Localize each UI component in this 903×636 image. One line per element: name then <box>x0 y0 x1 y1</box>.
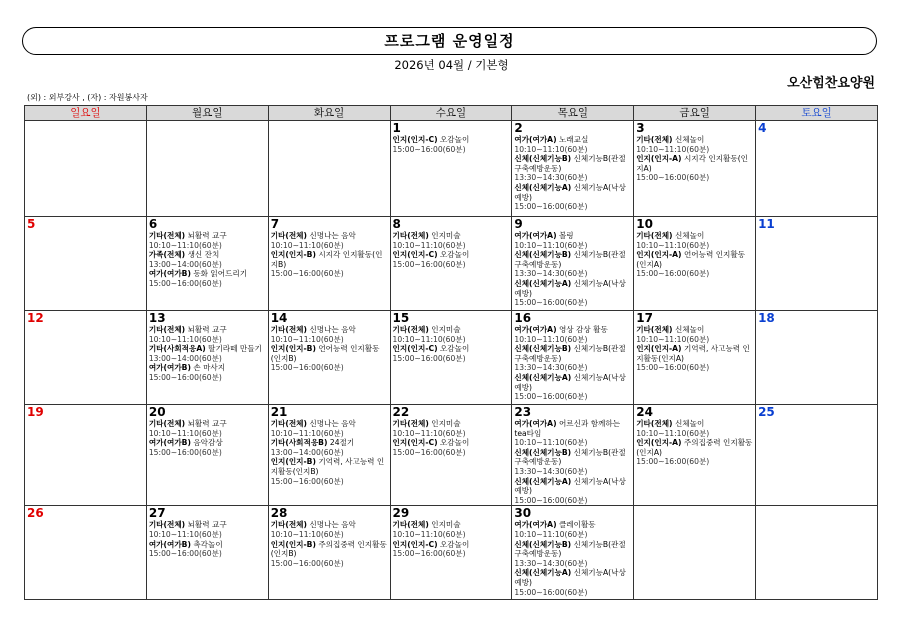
program-time: 15:00~16:00(60분) <box>148 447 222 457</box>
program-category: 인지(인지-B) <box>270 457 316 467</box>
program-name: 신명나는 음악 <box>309 325 356 334</box>
day-cell <box>146 121 268 217</box>
page-subtitle: 2026년 04월 / 기본형 <box>394 58 509 72</box>
program-entry <box>636 250 754 279</box>
program-entry <box>393 344 511 363</box>
day-cell <box>512 217 634 311</box>
program-category: 기타(전체) <box>148 231 186 240</box>
day-number: 12 <box>27 311 44 325</box>
day-cell <box>512 506 634 600</box>
program-category: 여가(여가B) <box>148 269 191 279</box>
day-cell <box>146 311 268 405</box>
day-number: 10 <box>636 217 653 231</box>
program-time: 10:10~11:10(60분) <box>514 334 588 344</box>
program-category: 여가(여가A) <box>514 419 557 428</box>
program-category: 인지(인지-C) <box>392 344 438 354</box>
program-category: 인지(인지-C) <box>392 135 438 144</box>
program-category: 신체(신체기능B) <box>514 154 572 164</box>
program-entry <box>514 154 632 183</box>
program-time: 10:10~11:10(60분) <box>514 529 588 539</box>
program-time: 13:30~14:30(60분) <box>514 173 588 183</box>
program-time: 10:10~11:10(60분) <box>270 529 344 539</box>
day-number: 17 <box>636 311 653 325</box>
program-name: 신체기능A(낙상예방) <box>514 476 626 496</box>
program-time: 10:10~11:10(60분) <box>148 334 222 344</box>
program-entry <box>271 344 389 373</box>
program-time: 15:00~16:00(60분) <box>392 259 466 269</box>
program-time: 15:00~16:00(60분) <box>514 298 588 308</box>
program-entry <box>271 457 389 486</box>
program-category: 기타(전체) <box>636 325 673 334</box>
program-time: 10:10~11:10(60분) <box>270 334 344 344</box>
day-number: 7 <box>270 217 280 231</box>
program-category: 기타(전체) <box>148 520 186 530</box>
program-name: 언어능력 인지활동(인지A) <box>636 250 746 269</box>
program-name: 오감놀이 <box>439 438 470 448</box>
day-cell <box>25 121 147 217</box>
program-entry <box>149 438 267 457</box>
program-entry <box>271 250 389 279</box>
program-category: 여가(여가B) <box>148 539 191 549</box>
program-name: 신체기능B(관절구축예방운동) <box>514 250 626 269</box>
program-category: 여가(여가A) <box>514 325 557 334</box>
program-entry <box>149 325 267 344</box>
program-entry <box>514 540 632 569</box>
day-number: 14 <box>270 311 288 325</box>
program-entry <box>514 135 632 154</box>
program-entry <box>149 231 267 250</box>
day-cell <box>634 217 756 311</box>
day-number: 16 <box>514 311 532 325</box>
title-banner <box>22 27 877 55</box>
program-entry <box>514 419 632 448</box>
program-category: 여가(여가B) <box>148 363 191 373</box>
day-cell <box>512 121 634 217</box>
program-time: 15:00~16:00(60분) <box>392 549 466 559</box>
program-name: 주의집중력 인지활동(인지B) <box>270 539 387 559</box>
program-name: 오감놀이 <box>439 250 470 260</box>
program-category: 인지(인지-B) <box>270 344 316 354</box>
program-time: 10:10~11:10(60분) <box>636 334 710 344</box>
program-category: 인지(인지-A) <box>636 344 682 354</box>
program-entry <box>636 325 754 344</box>
program-time: 10:10~11:10(60분) <box>392 428 466 438</box>
program-name: 뇌활력 교구 <box>187 231 227 240</box>
program-time: 15:00~16:00(60분) <box>636 457 710 467</box>
program-time: 15:00~16:00(60분) <box>392 353 466 363</box>
program-time: 15:00~16:00(60분) <box>514 587 588 597</box>
program-entry <box>514 448 632 477</box>
program-name: 인지미술 <box>431 419 461 428</box>
day-number: 11 <box>758 217 775 231</box>
day-cell <box>390 506 512 600</box>
day-cell <box>390 217 512 311</box>
day-number: 9 <box>514 217 523 231</box>
program-entry <box>514 520 632 539</box>
program-time: 15:00~16:00(60분) <box>270 558 344 568</box>
day-cell <box>390 405 512 506</box>
program-name: 어르신과 함께하는 tea타임 <box>514 419 621 438</box>
day-cell <box>634 405 756 506</box>
program-name: 신체기능A(낙상예방) <box>514 278 626 298</box>
program-entry <box>271 438 389 457</box>
program-name: 기억력, 사고능력 인지활동(인지B) <box>270 457 385 476</box>
program-name: 신체기능B(관절구축예방운동) <box>514 344 626 363</box>
day-cell <box>634 121 756 217</box>
page-title: 프로그램 운영일정 <box>384 32 515 50</box>
day-cell <box>146 405 268 506</box>
program-entry <box>514 183 632 212</box>
program-name: 손 마사지 <box>193 363 226 373</box>
day-number: 24 <box>636 405 653 419</box>
program-entry <box>393 231 511 250</box>
day-number: 23 <box>514 405 532 419</box>
program-name: 신체기능B(관절구축예방운동) <box>514 539 626 559</box>
program-name: 음악감상 <box>193 438 223 448</box>
program-time: 15:00~16:00(60분) <box>270 363 344 373</box>
program-entry <box>271 540 389 569</box>
program-name: 오감놀이 <box>439 344 470 354</box>
weekday-header-sun: 일요일 <box>25 106 147 121</box>
program-name: 24절기 <box>329 438 355 448</box>
program-entry <box>514 568 632 597</box>
program-entry <box>271 520 389 539</box>
program-category: 여가(여가A) <box>514 231 557 240</box>
program-time: 13:00~14:00(60분) <box>270 447 344 457</box>
day-number: 2 <box>514 121 523 135</box>
program-entry <box>514 231 632 250</box>
calendar-body <box>25 121 878 600</box>
program-entry <box>271 325 389 344</box>
program-entry <box>393 419 511 438</box>
day-number: 18 <box>758 311 775 325</box>
program-category: 인지(인지-C) <box>392 539 438 549</box>
program-entry <box>636 154 754 183</box>
program-category: 여가(여가A) <box>514 520 557 530</box>
program-entry <box>393 325 511 344</box>
program-time: 13:30~14:30(60분) <box>514 269 588 279</box>
program-time: 10:10~11:10(60분) <box>392 529 466 539</box>
program-name: 신체놀이 <box>674 231 705 240</box>
program-category: 기타(전체) <box>270 325 307 334</box>
program-entry <box>636 231 754 250</box>
day-number: 20 <box>148 405 166 419</box>
program-category: 인지(인지-C) <box>392 438 438 448</box>
day-cell <box>756 506 878 600</box>
day-number: 27 <box>148 506 166 521</box>
program-category: 신체(신체기능A) <box>514 476 572 486</box>
program-category: 인지(인지-B) <box>270 539 316 549</box>
program-name: 시지각 인지활동(인지A) <box>636 154 749 173</box>
program-time: 10:10~11:10(60분) <box>636 240 710 250</box>
day-number: 13 <box>148 311 166 325</box>
program-category: 기타(전체) <box>636 135 673 144</box>
program-name: 볼링 <box>558 231 574 240</box>
program-name: 신명나는 음악 <box>309 419 356 428</box>
day-number: 6 <box>148 217 158 231</box>
program-name: 언어능력 인지활동(인지B) <box>270 344 380 363</box>
program-category: 신체(신체기능B) <box>514 344 572 354</box>
day-number: 1 <box>392 121 401 135</box>
program-entry <box>636 438 754 467</box>
program-entry <box>514 477 632 506</box>
week-row <box>25 121 878 217</box>
program-name: 오감놀이 <box>439 539 470 549</box>
day-cell <box>512 311 634 405</box>
program-entry <box>636 419 754 438</box>
day-cell <box>634 506 756 600</box>
day-number: 22 <box>392 405 410 419</box>
program-category: 신체(신체기능B) <box>514 447 572 457</box>
program-category: 기타(전체) <box>392 231 429 240</box>
day-number: 3 <box>636 121 645 135</box>
program-category: 가족(전체) <box>148 250 186 260</box>
program-category: 인지(인지-B) <box>270 250 316 260</box>
day-cell <box>390 311 512 405</box>
program-time: 15:00~16:00(60분) <box>514 495 588 505</box>
week-row <box>25 405 878 506</box>
program-entry <box>271 231 389 250</box>
program-entry <box>149 520 267 539</box>
program-category: 인지(인지-A) <box>636 438 682 448</box>
program-category: 인지(인지-A) <box>636 250 682 260</box>
program-entry <box>393 540 511 559</box>
program-category: 신체(신체기능A) <box>514 278 572 288</box>
day-cell <box>268 311 390 405</box>
program-entry <box>514 344 632 373</box>
program-category: 신체(신체기능A) <box>514 372 572 382</box>
program-time: 15:00~16:00(60분) <box>514 392 588 402</box>
program-name: 인지미술 <box>431 520 461 530</box>
program-category: 여가(여가A) <box>514 135 557 144</box>
program-entry <box>636 344 754 373</box>
program-category: 기타(전체) <box>636 419 673 428</box>
day-cell <box>25 217 147 311</box>
program-name: 시지각 인지활동(인지B) <box>270 250 383 269</box>
program-entry <box>149 419 267 438</box>
day-cell <box>390 121 512 217</box>
program-name: 기억력, 사고능력 인지활동(인지A) <box>636 344 750 363</box>
day-number: 29 <box>392 506 410 521</box>
program-entry <box>149 540 267 559</box>
day-cell <box>268 405 390 506</box>
program-category: 신체(신체기능B) <box>514 539 572 549</box>
day-cell <box>634 311 756 405</box>
program-name: 영상 감상 활동 <box>558 325 608 334</box>
day-number: 30 <box>514 506 532 521</box>
program-category: 기타(전체) <box>392 419 429 428</box>
program-category: 인지(인지-A) <box>636 154 682 164</box>
program-category: 기타(전체) <box>148 325 186 334</box>
weekday-header-fri: 금요일 <box>634 106 756 121</box>
day-cell <box>756 311 878 405</box>
weekday-header-tue: 화요일 <box>268 106 390 121</box>
program-time: 15:00~16:00(60분) <box>392 447 466 457</box>
program-category: 인지(인지-C) <box>392 250 438 260</box>
program-name: 촉각놀이 <box>193 539 223 549</box>
program-name: 신체기능A(낙상예방) <box>514 568 626 587</box>
program-name: 생신 잔치 <box>187 250 220 260</box>
day-cell <box>25 311 147 405</box>
program-entry <box>393 135 511 154</box>
program-name: 신체놀이 <box>674 135 705 144</box>
day-cell <box>146 506 268 600</box>
program-name: 오감놀이 <box>439 135 470 144</box>
program-time: 15:00~16:00(60분) <box>392 144 466 154</box>
program-time: 10:10~11:10(60분) <box>636 144 710 154</box>
program-category: 기타(전체) <box>392 520 429 530</box>
weekday-header-row <box>25 106 878 121</box>
day-number: 8 <box>392 217 401 231</box>
schedule-calendar <box>24 105 878 600</box>
program-time: 15:00~16:00(60분) <box>148 278 222 288</box>
weekday-header-mon: 월요일 <box>146 106 268 121</box>
program-name: 인지미술 <box>431 325 461 334</box>
weekday-header-sat: 토요일 <box>756 106 878 121</box>
program-name: 주의집중력 인지활동(인지A) <box>636 438 753 457</box>
day-number: 28 <box>270 506 288 521</box>
program-name: 신명나는 음악 <box>309 231 356 240</box>
day-number: 5 <box>27 217 36 231</box>
program-name: 노래교실 <box>558 135 589 144</box>
program-time: 13:00~14:00(60분) <box>148 353 222 363</box>
program-name: 클레이활동 <box>558 520 596 530</box>
day-cell <box>25 405 147 506</box>
weekday-header-thu: 목요일 <box>512 106 634 121</box>
day-cell <box>146 217 268 311</box>
program-entry <box>514 279 632 308</box>
week-row <box>25 311 878 405</box>
program-time: 15:00~16:00(60분) <box>270 269 344 279</box>
program-category: 신체(신체기능A) <box>514 182 572 192</box>
program-entry <box>149 269 267 288</box>
program-entry <box>514 325 632 344</box>
program-time: 10:10~11:10(60분) <box>148 428 222 438</box>
day-cell <box>512 405 634 506</box>
program-name: 인지미술 <box>431 231 461 240</box>
day-number: 15 <box>392 311 410 325</box>
program-entry <box>393 520 511 539</box>
program-time: 13:00~14:00(60분) <box>148 259 222 269</box>
day-cell <box>756 217 878 311</box>
day-number: 21 <box>270 405 288 419</box>
program-time: 10:10~11:10(60분) <box>514 438 588 448</box>
day-cell <box>268 506 390 600</box>
program-name: 신체기능A(낙상예방) <box>514 372 626 392</box>
program-entry <box>271 419 389 438</box>
program-name: 뇌활력 교구 <box>187 419 227 428</box>
program-time: 10:10~11:10(60분) <box>148 529 222 539</box>
program-category: 신체(신체기능A) <box>514 568 572 578</box>
legend-note: (외) : 외부강사 , (자) : 자원봉사자 <box>27 93 148 102</box>
program-category: 신체(신체기능B) <box>514 250 572 260</box>
program-category: 기타(전체) <box>270 419 307 428</box>
program-name: 딸기라떼 만들기 <box>208 344 262 354</box>
day-cell <box>756 405 878 506</box>
weekday-header-wed: 수요일 <box>390 106 512 121</box>
program-entry <box>149 250 267 269</box>
program-time: 10:10~11:10(60분) <box>270 428 344 438</box>
program-time: 10:10~11:10(60분) <box>392 240 466 250</box>
program-category: 기타(전체) <box>270 231 307 240</box>
program-time: 15:00~16:00(60분) <box>636 363 710 373</box>
program-category: 기타(전체) <box>148 419 186 428</box>
day-cell <box>268 121 390 217</box>
organization-name: 오산힘찬요양원 <box>787 76 875 91</box>
program-category: 기타(사회적응A) <box>148 344 206 354</box>
program-time: 15:00~16:00(60분) <box>270 476 344 486</box>
program-entry <box>514 373 632 402</box>
program-time: 13:30~14:30(60분) <box>514 558 588 568</box>
program-time: 10:10~11:10(60분) <box>514 144 588 154</box>
program-time: 15:00~16:00(60분) <box>636 269 710 279</box>
program-entry <box>149 344 267 363</box>
program-time: 15:00~16:00(60분) <box>148 549 222 559</box>
program-name: 뇌활력 교구 <box>187 325 227 334</box>
program-category: 기타(전체) <box>636 231 673 240</box>
program-name: 신체놀이 <box>674 419 705 428</box>
day-number: 4 <box>758 121 767 135</box>
program-time: 10:10~11:10(60분) <box>148 240 222 250</box>
program-category: 여가(여가B) <box>148 438 191 448</box>
program-entry <box>393 438 511 457</box>
program-category: 기타(사회적응B) <box>270 438 328 448</box>
program-name: 신명나는 음악 <box>309 520 356 530</box>
program-name: 동화 읽어드리기 <box>193 269 248 279</box>
program-time: 15:00~16:00(60분) <box>514 202 588 212</box>
program-time: 13:30~14:30(60분) <box>514 363 588 373</box>
program-time: 10:10~11:10(60분) <box>636 428 710 438</box>
program-name: 신체기능A(낙상예방) <box>514 182 626 202</box>
program-time: 10:10~11:10(60분) <box>392 334 466 344</box>
program-time: 15:00~16:00(60분) <box>636 173 710 183</box>
day-number: 25 <box>758 405 775 419</box>
program-time: 13:30~14:30(60분) <box>514 466 588 476</box>
program-time: 15:00~16:00(60분) <box>148 372 222 382</box>
day-number: 26 <box>27 506 44 521</box>
program-name: 뇌활력 교구 <box>187 520 227 530</box>
day-cell <box>268 217 390 311</box>
day-cell <box>756 121 878 217</box>
program-time: 10:10~11:10(60분) <box>270 240 344 250</box>
day-cell <box>25 506 147 600</box>
program-name: 신체기능B(관절구축예방운동) <box>514 447 626 467</box>
day-number: 19 <box>27 405 44 419</box>
program-time: 10:10~11:10(60분) <box>514 240 588 250</box>
program-entry <box>514 250 632 279</box>
program-category: 기타(전체) <box>392 325 429 334</box>
week-row <box>25 217 878 311</box>
week-row <box>25 506 878 600</box>
program-entry <box>149 363 267 382</box>
program-entry <box>393 250 511 269</box>
program-entry <box>636 135 754 154</box>
program-name: 신체놀이 <box>674 325 705 334</box>
program-name: 신체기능B(관절구축예방운동) <box>514 154 626 173</box>
program-category: 기타(전체) <box>270 520 307 530</box>
